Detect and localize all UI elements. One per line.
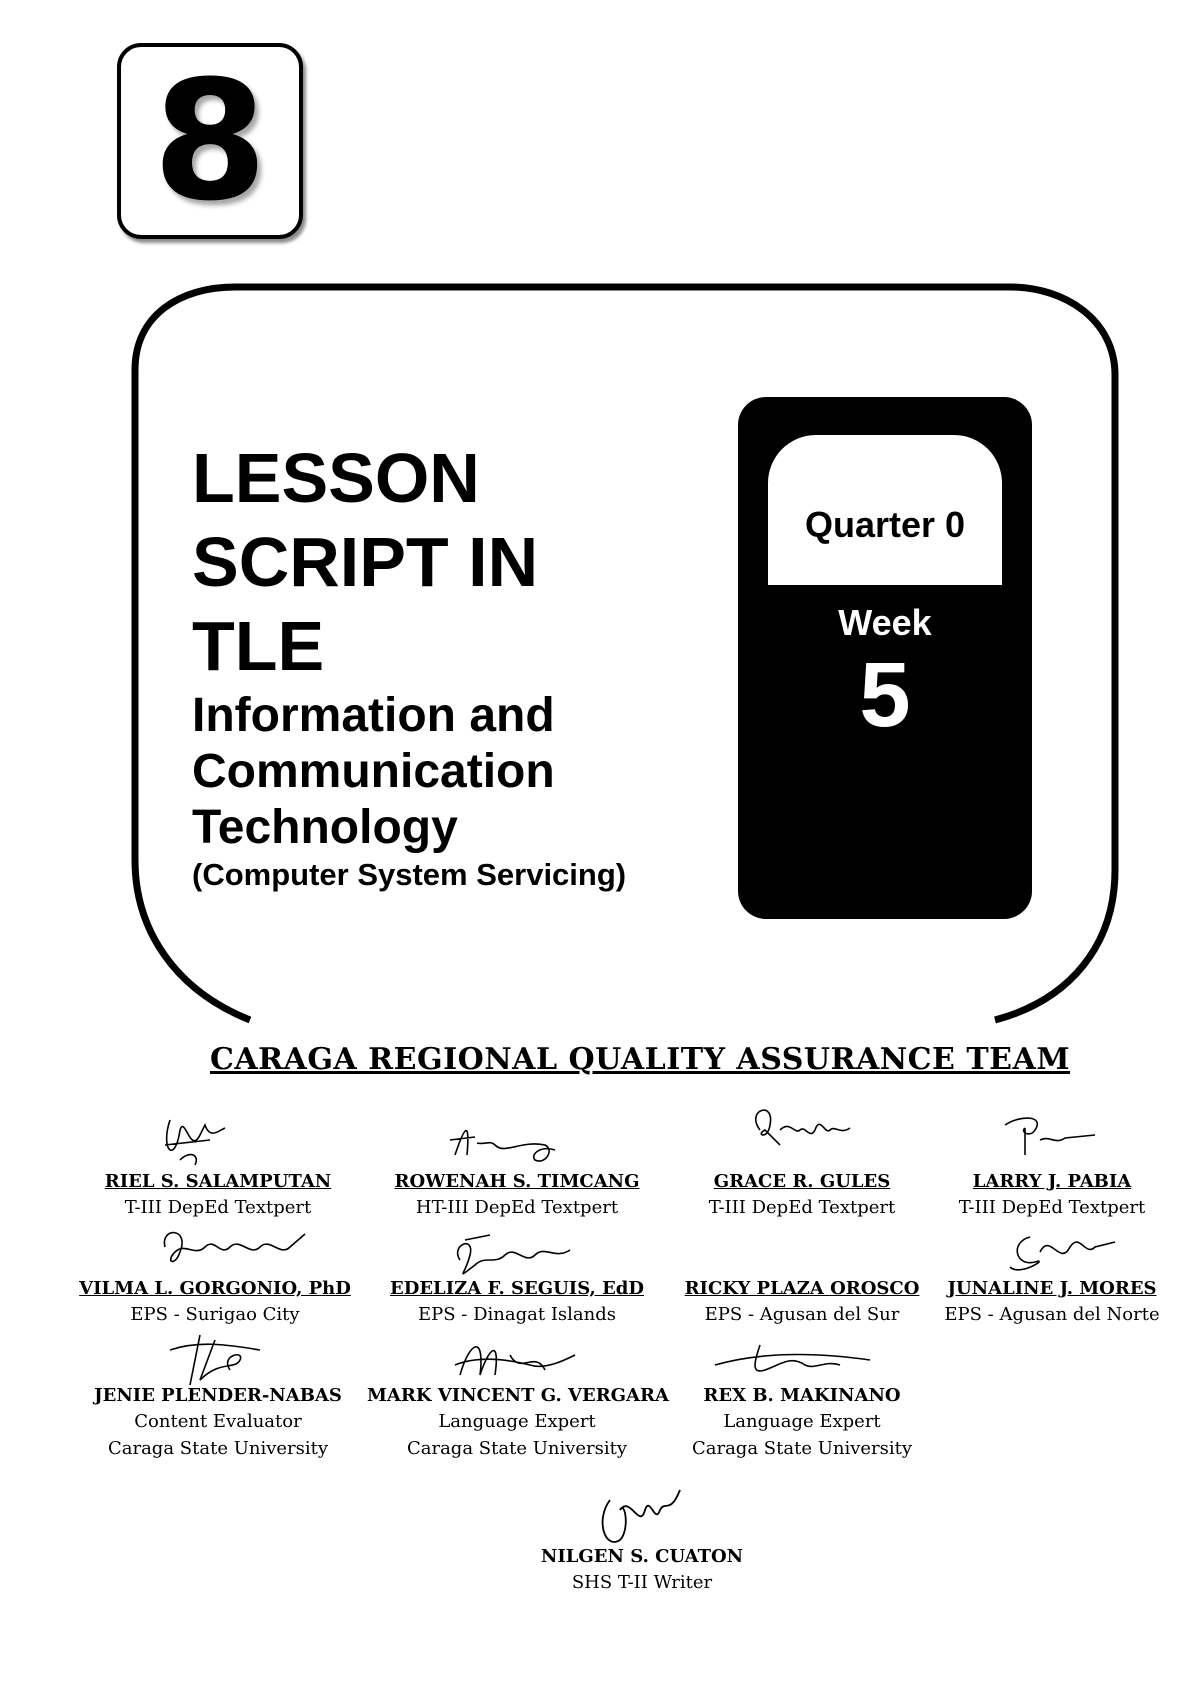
signature-7 — [1000, 1222, 1120, 1282]
member-name: RICKY PLAZA OROSCO — [684, 1278, 920, 1299]
signature-9 — [450, 1330, 580, 1390]
member-role: EPS - Agusan del Sur — [704, 1304, 900, 1325]
signature-2 — [445, 1115, 565, 1170]
member-org: Caraga State University — [406, 1438, 628, 1459]
signature-1 — [150, 1110, 230, 1170]
team-member — [652, 1384, 952, 1462]
team-member — [902, 1170, 1200, 1221]
week-number: 5 — [859, 644, 911, 746]
member-role: Language Expert — [723, 1411, 881, 1432]
member-name: RIEL S. SALAMPUTAN — [104, 1171, 332, 1192]
member-name: JENIE PLENDER-NABAS — [94, 1385, 342, 1406]
signature-6 — [445, 1225, 575, 1285]
team-title: CARAGA REGIONAL QUALITY ASSURANCE TEAM — [209, 1042, 1071, 1077]
member-name: LARRY J. PABIA — [972, 1171, 1132, 1192]
week-label: Week — [838, 602, 932, 643]
member-name: ROWENAH S. TIMCANG — [394, 1171, 640, 1192]
signature-4 — [1000, 1110, 1100, 1160]
member-org: Caraga State University — [107, 1438, 329, 1459]
member-org: Caraga State University — [691, 1438, 913, 1459]
member-name: NILGEN S. CUATON — [540, 1546, 744, 1567]
specialization: (Computer System Servicing) — [192, 857, 627, 892]
team-member — [367, 1277, 667, 1328]
member-name: JUNALINE J. MORES — [947, 1278, 1157, 1299]
subject-line-2: Communication — [192, 745, 555, 798]
signature-3 — [740, 1100, 860, 1160]
team-member — [367, 1170, 667, 1221]
member-role: T-III DepEd Textpert — [958, 1197, 1146, 1218]
quarter-tab — [768, 435, 1002, 585]
signature-5 — [155, 1222, 315, 1282]
title-line-2: SCRIPT IN — [192, 523, 539, 601]
team-member — [492, 1545, 792, 1596]
title-block — [192, 436, 626, 894]
member-name: MARK VINCENT G. VERGARA — [367, 1385, 669, 1406]
member-role: Language Expert — [438, 1411, 596, 1432]
subject-line-1: Information and — [192, 689, 555, 742]
member-name: EDELIZA F. SEGUIS, EdD — [389, 1278, 644, 1299]
subject-line-3: Technology — [192, 801, 458, 854]
member-role: HT-III DepEd Textpert — [415, 1197, 619, 1218]
member-role: EPS - Dinagat Islands — [417, 1304, 617, 1325]
team-member — [367, 1384, 667, 1462]
member-name: GRACE R. GULES — [713, 1171, 891, 1192]
quarter-week-card — [738, 397, 1032, 919]
grade-number: 8 — [152, 44, 268, 237]
member-name: REX B. MAKINANO — [703, 1385, 901, 1406]
member-role: T-III DepEd Textpert — [124, 1197, 312, 1218]
member-role: EPS - Surigao City — [130, 1304, 300, 1325]
team-member — [68, 1384, 368, 1462]
member-role: T-III DepEd Textpert — [708, 1197, 896, 1218]
member-role: EPS - Agusan del Norte — [944, 1304, 1160, 1325]
member-role: SHS T-II Writer — [571, 1572, 713, 1593]
title-line-3: TLE — [192, 607, 325, 685]
team-member — [902, 1277, 1200, 1328]
team-member — [68, 1170, 368, 1221]
quarter-label: Quarter 0 — [804, 504, 966, 545]
member-name: VILMA L. GORGONIO, PhD — [79, 1278, 351, 1299]
signature-10 — [710, 1335, 880, 1385]
member-role: Content Evaluator — [134, 1411, 302, 1432]
title-line-1: LESSON — [192, 439, 480, 517]
team-member — [65, 1277, 365, 1328]
signature-8 — [160, 1330, 270, 1390]
